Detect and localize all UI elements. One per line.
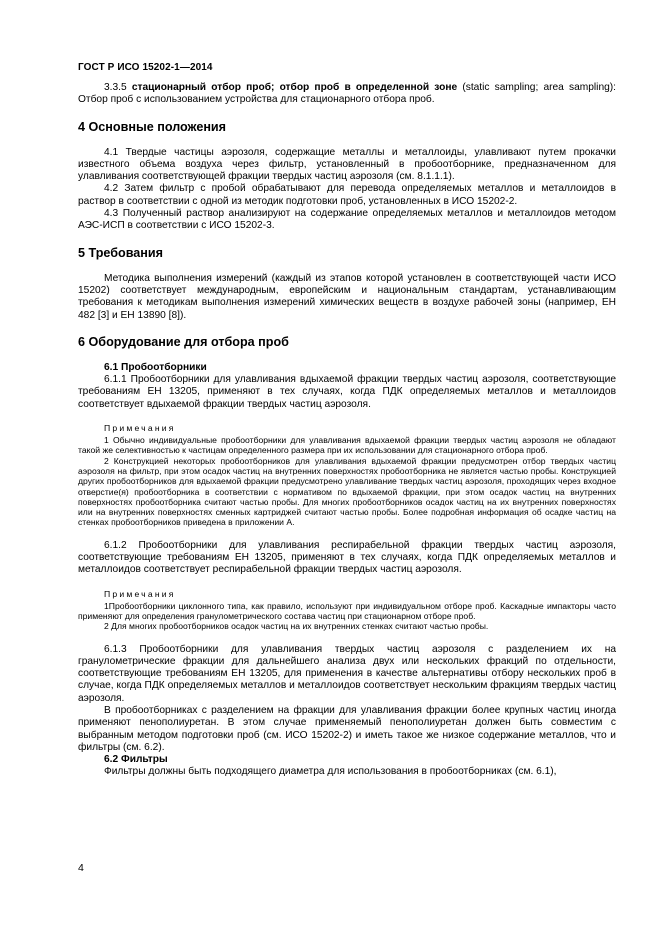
paragraph-6-2: Фильтры должны быть подходящего диаметра для использования в пробоотборниках (см. 6.1),: [104, 766, 557, 778]
notes-block-1: [78, 423, 616, 528]
definition-number: 3.3.5: [104, 82, 132, 93]
notes-title: Примечания: [104, 588, 176, 599]
page-number: 4: [78, 862, 84, 874]
notes-title: Примечания: [104, 423, 176, 434]
section-4-title: 4 Основные положения: [78, 119, 227, 134]
paragraph-4-3: 4.3 Полученный раствор анализируют на содержание определяемых металлов и металлоидов методом АЭС-ИСП в соответствии с ИСО 15202-3.: [78, 208, 616, 232]
paragraph-6-1-3-continued: В пробоотборниках с разделением на фракции для улавливания фракции более крупных частиц иногда применяют пенополиуретан. В этом случае применяемый пенополиуретан должен быть совместим с выбранным методом подготовки проб (см. ИСО 15202-2) и иметь такое же низкое содержание металлов, что и фильтры (см. 6.2).: [78, 704, 616, 753]
subsection-6-1-title: 6.1 Пробоотборники: [104, 361, 207, 373]
definition-term: стационарный отбор проб; отбор проб в определенной зоне: [131, 82, 458, 93]
note-item: 1 Обычно индивидуальные пробоотборники для улавливания вдыхаемой фракции твердых частиц аэрозоля не обладают такой же селективностью к частицам определенного размера при их использовании для стационарного отбора проб.: [78, 435, 616, 456]
section-5-title: 5 Требования: [78, 245, 163, 260]
document-header: ГОСТ Р ИСО 15202-1—2014: [78, 62, 213, 73]
paragraph-6-1-2: 6.1.2 Пробоотборники для улавливания респирабельной фракции твердых частиц аэрозоля, соответствующие требованиям ЕН 13205, применяют в тех случаях, когда ПДК определяемых металлов и металлоидов соответствует респирабельной фракции твердых частиц аэрозоля.: [78, 539, 616, 576]
subsection-6-2-title: 6.2 Фильтры: [104, 754, 168, 766]
paragraph-4-2: 4.2 Затем фильтр с пробой обрабатывают для перевода определяемых металлов и металлоидов в раствор в соответствии с одной из методик подготовки проб, установленных в ИСО 15202-2.: [78, 183, 616, 207]
note-item: 2 Для многих пробоотборников осадок частиц на их внутренних стенках считают частью пробы.: [104, 621, 489, 632]
document-page: [78, 62, 616, 779]
notes-block-2: [78, 589, 616, 632]
definition-3-3-5: [78, 82, 616, 107]
note-item: 2 Конструкцией некоторых пробоотборников для улавливания вдыхаемой фракции предусмотрен отбор твердых частиц аэрозоля на фильтр, при этом осадок частиц на внутренних поверхностях пробоотборника не является частью пробы. Конструкцией других пробоотборников для вдыхаемой фракции предусмотрено улавливание твердых частиц аэрозоля, проходящих через входное отверстие(я) пробоотборника в соответствии с нормативом по вдыхаемой фракции, при этом осадок частиц на внутренних поверхностях пробоотборника считают частью пробы. Для многих пробоотборников осадок частиц на их внутренних поверхностях или на внутренних поверхностях сменных картриджей считают частью пробы. Более подробная информация об осадке частиц на стенках пробоотборников приведена в приложении А.: [78, 455, 616, 528]
section-6-title: 6 Оборудование для отбора проб: [78, 334, 289, 349]
paragraph-6-1-3: 6.1.3 Пробоотборники для улавливания твердых частиц аэрозоля с разделением их на гранулометрические фракции для дальнейшего анализа двух или нескольких фракций по отдельности, соответствующие требованиям ЕН 13205, для применения в качестве альтернативы отбору нескольких проб в случае, когда ПДК определяемых металлов и металлоидов соответствует нескольким фракциям твердых частиц аэрозоля.: [78, 643, 616, 704]
paragraph-4-1: 4.1 Твердые частицы аэрозоля, содержащие металлы и металлоиды, улавливают путем прокачки известного объема воздуха через фильтр, установленный в пробоотборнике, предназначенном для улавливания соответствующей фракции твердых частиц аэрозоля (см. 8.1.1.1).: [78, 146, 616, 183]
definition-text: (static sampling; area sampling): Отбор проб с использованием устройства для стационарного отбора проб.: [78, 82, 616, 106]
note-item: 1Пробоотборники циклонного типа, как правило, используют при индивидуальном отборе проб. Каскадные импакторы часто применяют для определения гранулометрического состава частиц при стационарном отборе проб.: [78, 600, 616, 621]
paragraph-6-1-1: 6.1.1 Пробоотборники для улавливания вдыхаемой фракции твердых частиц аэрозоля, соответствующие требованиям ЕН 13205, применяют в тех случаях, когда ПДК определяемых металлов и металлоидов соответствует вдыхаемой фракции твердых частиц аэрозоля.: [78, 374, 616, 410]
paragraph-5: Методика выполнения измерений (каждый из этапов которой установлен в соответствующей части ИСО 15202) соответствует международным, европейским и национальным стандартам, устанавливающим требования к методикам выполнения измерений химических веществ в воздухе рабочей зоны (например, ЕН 482 [3] и ЕН 13890 [8]).: [78, 272, 616, 321]
